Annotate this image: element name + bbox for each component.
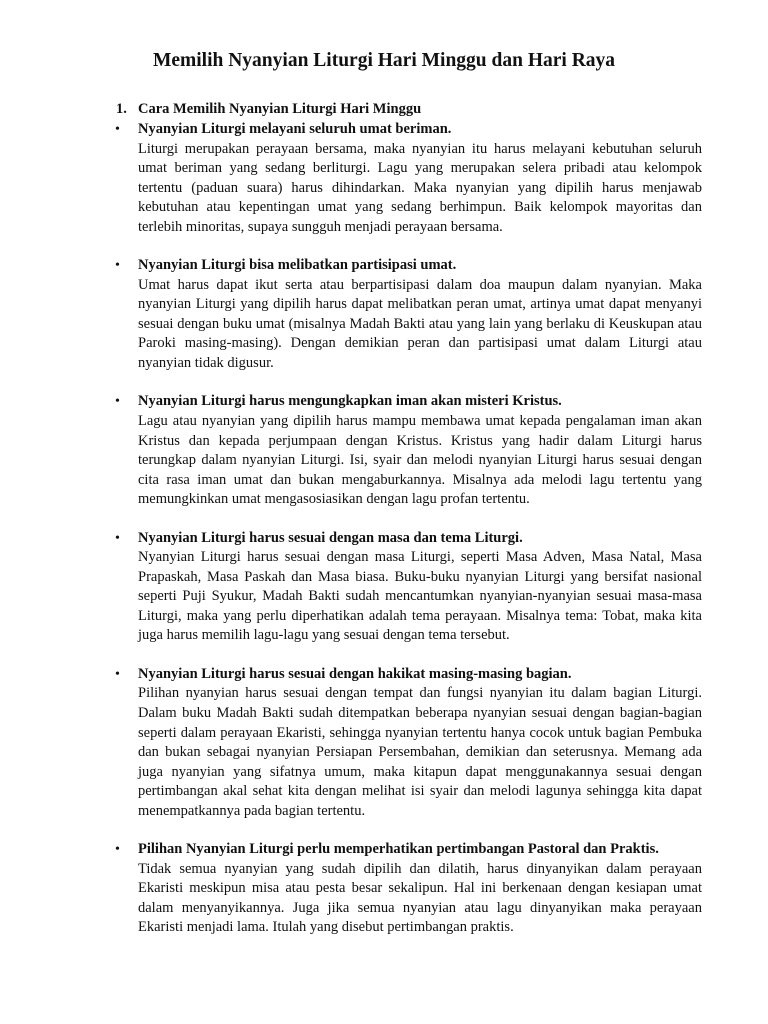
item-paragraph: Lagu atau nyanyian yang dipilih harus mampu membawa umat kepada pengalaman iman akan Kristus dan kepada perjumpaan dengan Kristus. Kristus yang hadir dalam Liturgi harus terungkap dalam nyanyian Liturgi. Isi, syair dan melodi nyanyian Liturgi harus sesuai dengan cita rasa iman umat dan bukan mengaburkannya. Misalnya ada melodi lagu tertentu yang memungkinkan umat mengasosiasikan dengan lagu profan tertentu. [138, 412, 702, 508]
section-number: 1. [116, 101, 127, 117]
bullet-icon: • [115, 394, 120, 410]
page-title: Memilih Nyanyian Liturgi Hari Minggu dan Hari Raya [152, 50, 616, 71]
list-item [0, 529, 768, 646]
list-item [0, 120, 768, 237]
item-heading: Nyanyian Liturgi harus mengungkapkan iman akan misteri Kristus. [138, 393, 562, 410]
item-paragraph: Pilihan nyanyian harus sesuai dengan tempat dan fungsi nyanyian itu dalam bagian Liturgi. Dalam buku Madah Bakti sudah ditempatkan beberapa nyanyian sesuai dengan bagian-bagian seperti dalam perayaan Ekaristi, sehingga nyanyian tertentu hanya cocok untuk bagian Pembuka dan bukan sebagai nyanyian Persiapan Persembahan, demikian dan seterusnya. Memang ada juga nyanyian yang sifatnya umum, maka kitapun dapat menggunakannya sesuai dengan pertimbangan akal sehat kita dengan melihat isi syair dan melodi lagunya sehingga kita dapat menempatkannya pada bagian tertentu. [138, 685, 702, 819]
list-item [0, 256, 768, 373]
section-heading [116, 100, 421, 120]
item-paragraph: Liturgi merupakan perayaan bersama, maka nyanyian itu harus melayani kebutuhan seluruh umat beriman yang sedang berliturgi. Lagu yang merupakan selera pribadi atau kelompok tertentu (paduan suara) harus dihindarkan. Maka nyanyian yang dipilih harus menjawab kebutuhan atau kepentingan umat yang sedang berhimpun. Baik kelompok mayoritas dan terlebih minoritas, supaya sungguh menjadi perayaan bersama. [138, 140, 702, 235]
bullet-icon: • [115, 122, 120, 137]
item-heading: Nyanyian Liturgi harus sesuai dengan masa dan tema Liturgi. [138, 529, 523, 546]
item-paragraph: Umat harus dapat ikut serta atau berpartisipasi dalam doa maupun dalam nyanyian. Maka nyanyian Liturgi yang dipilih harus dapat melibatkan peran umat, artinya umat dapat menyanyi sesuai dengan buku umat (misalnya Madah Bakti atau yang lain yang berlaku di Keuskupan atau Paroki masing-masing). Dengan demikian peran dan partisipasi umat dalam Liturgi atau nyanyian tidak digusur. [138, 276, 702, 371]
item-heading: Nyanyian Liturgi harus sesuai dengan hakikat masing-masing bagian. [138, 665, 572, 682]
item-heading: Pilihan Nyanyian Liturgi perlu memperhatikan pertimbangan Pastoral dan Praktis. [138, 841, 659, 858]
bullet-icon: • [115, 842, 120, 858]
item-heading: Nyanyian Liturgi melayani seluruh umat beriman. [138, 121, 452, 137]
item-paragraph: Nyanyian Liturgi harus sesuai dengan masa Liturgi, seperti Masa Adven, Masa Natal, Masa Prapaskah, Masa Paskah dan Masa biasa. Buku-buku nyanyian Liturgi yang bersifat nasional seperti Puji Syukur, Madah Bakti sudah mencantumkan nyanyian-nyanyian sesuai masa-masa Liturgi, maka yang perlu diperhatikan adalah tema perayaan. Misalnya tema: Tobat, maka kita juga harus memilih lagu-lagu yang sesuai dengan tema tersebut. [138, 549, 702, 644]
item-paragraph: Tidak semua nyanyian yang sudah dipilih dan dilatih, harus dinyanyikan dalam perayaan Ekaristi meskipun misa atau pesta besar sekalipun. Hal ini berkenaan dengan kesiapan umat dalam menyanyikannya. Juga jika semua nyanyian atau lagu dinyanyikan maka perayaan Ekaristi menjadi lama. Itulah yang disebut pertimbangan praktis. [138, 860, 702, 936]
section-heading-text: Cara Memilih Nyanyian Liturgi Hari Minggu [138, 101, 422, 117]
guideline-list [0, 120, 768, 957]
bullet-icon: • [115, 666, 120, 682]
list-item [0, 392, 768, 509]
item-heading: Nyanyian Liturgi bisa melibatkan partisipasi umat. [138, 257, 457, 274]
list-item [0, 840, 768, 938]
bullet-icon: • [115, 530, 120, 546]
list-item [0, 665, 768, 821]
bullet-icon: • [115, 258, 120, 274]
